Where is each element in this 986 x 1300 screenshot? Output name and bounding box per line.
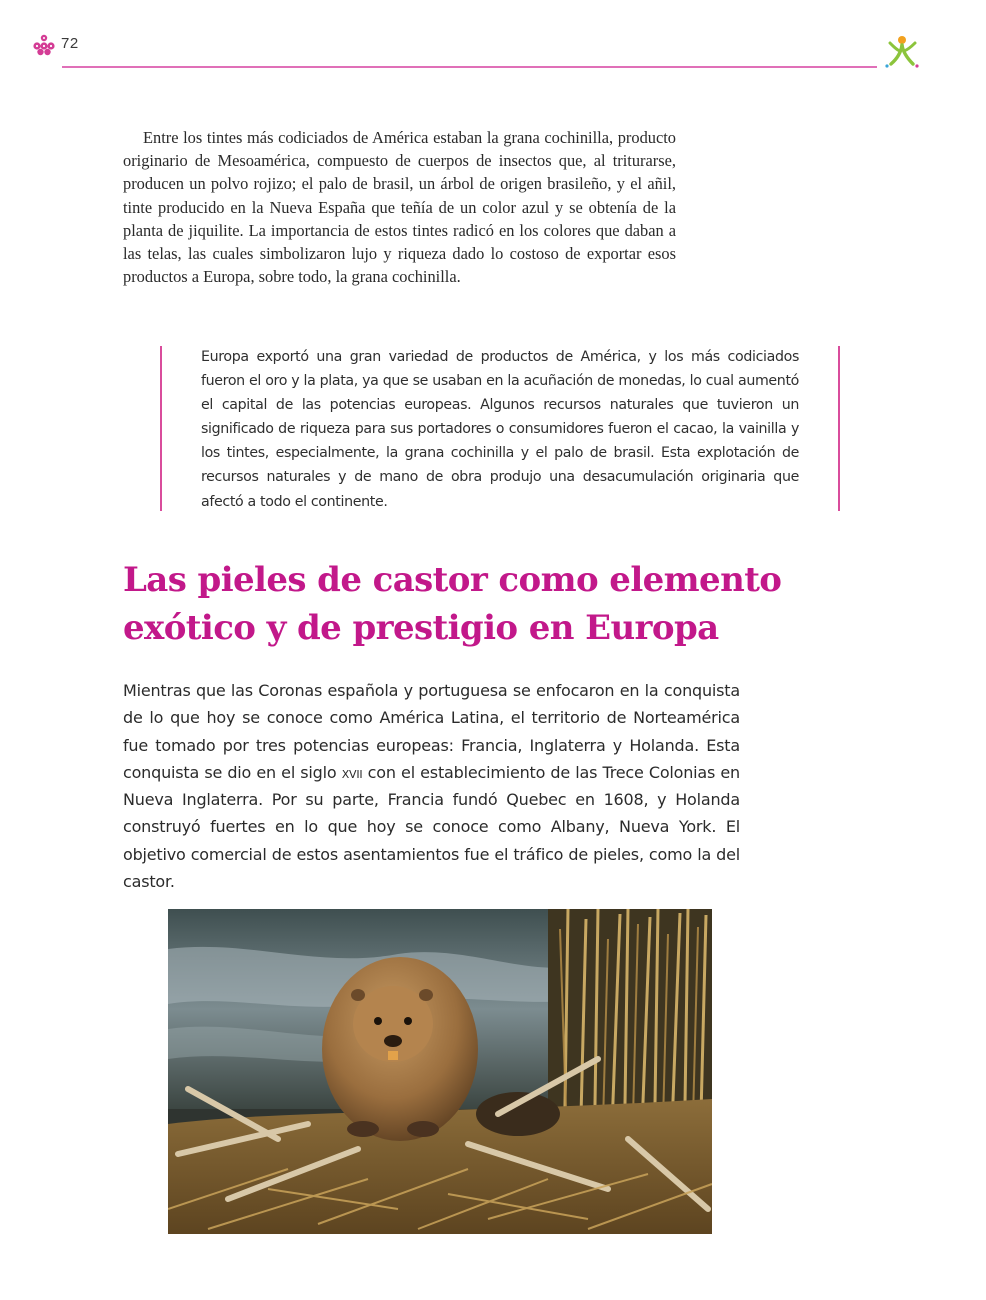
body-text-part-1: Mientras que las Coronas española y portuguesa se enfocaron en la conquista de lo que hoy se conoce como América Latina, el territorio de Norteamérica fue tomado por tres potencias europeas: Francia, Inglaterra y Holanda. Esta conquista se dio en el siglo <box>123 681 740 782</box>
callout-right-bar <box>838 346 840 511</box>
body-text-part-2: con el establecimiento de las Trece Colonias en Nueva Inglaterra. Por su parte, Francia fundó Quebec en 1608, y Holanda construyó fuertes en lo que hoy se conoce como Albany, Nueva York. El objetivo comercial de estos asentamientos fue el tráfico de pieles, como la del castor. <box>123 762 740 892</box>
beaver-photo <box>168 909 712 1234</box>
intro-paragraph: Entre los tintes más codiciados de América estaban la grana cochinilla, producto originario de Mesoamérica, compuesto de cuerpos de insectos que, al triturarse, producen un polvo rojizo; el palo de brasil, un árbol de origen brasileño, y el añil, tinte producido en la Nueva España que teñía de un color azul y se obtenía de la planta de jiquilite. La importancia de estos tintes radicó en los colores que daban a las telas, las cuales simbolizaron lujo y riqueza dado lo costoso de exportar esos productos a Europa, sobre todo, la grana cochinilla. <box>123 128 676 287</box>
callout-left-bar <box>160 346 162 511</box>
page-number: 72 <box>61 35 79 52</box>
callout-text: Europa exportó una gran variedad de productos de América, y los más codiciados fueron el oro y la plata, ya que se usaban en la acuñación de monedas, lo cual aumentó el capital de las potencias europeas. Algunos recursos naturales que tuvieron un significado de riqueza para sus portadores o consumidores fueron el cacao, la vainilla y los tintes, especialmente, la grana cochinilla y el palo de brasil. Esta explotación de recursos naturales y de mano de obra produjo una desacumulación originaria que afectó a todo el continente. <box>201 349 799 510</box>
header-rule <box>62 66 877 68</box>
body-paragraph <box>123 677 740 895</box>
flower-cluster-icon <box>32 34 56 56</box>
section-heading: Las pieles de castor como elemento exótico y de prestigio en Europa <box>123 560 782 648</box>
century-numeral: xvii <box>341 762 363 782</box>
sprout-figure-icon <box>882 34 922 72</box>
